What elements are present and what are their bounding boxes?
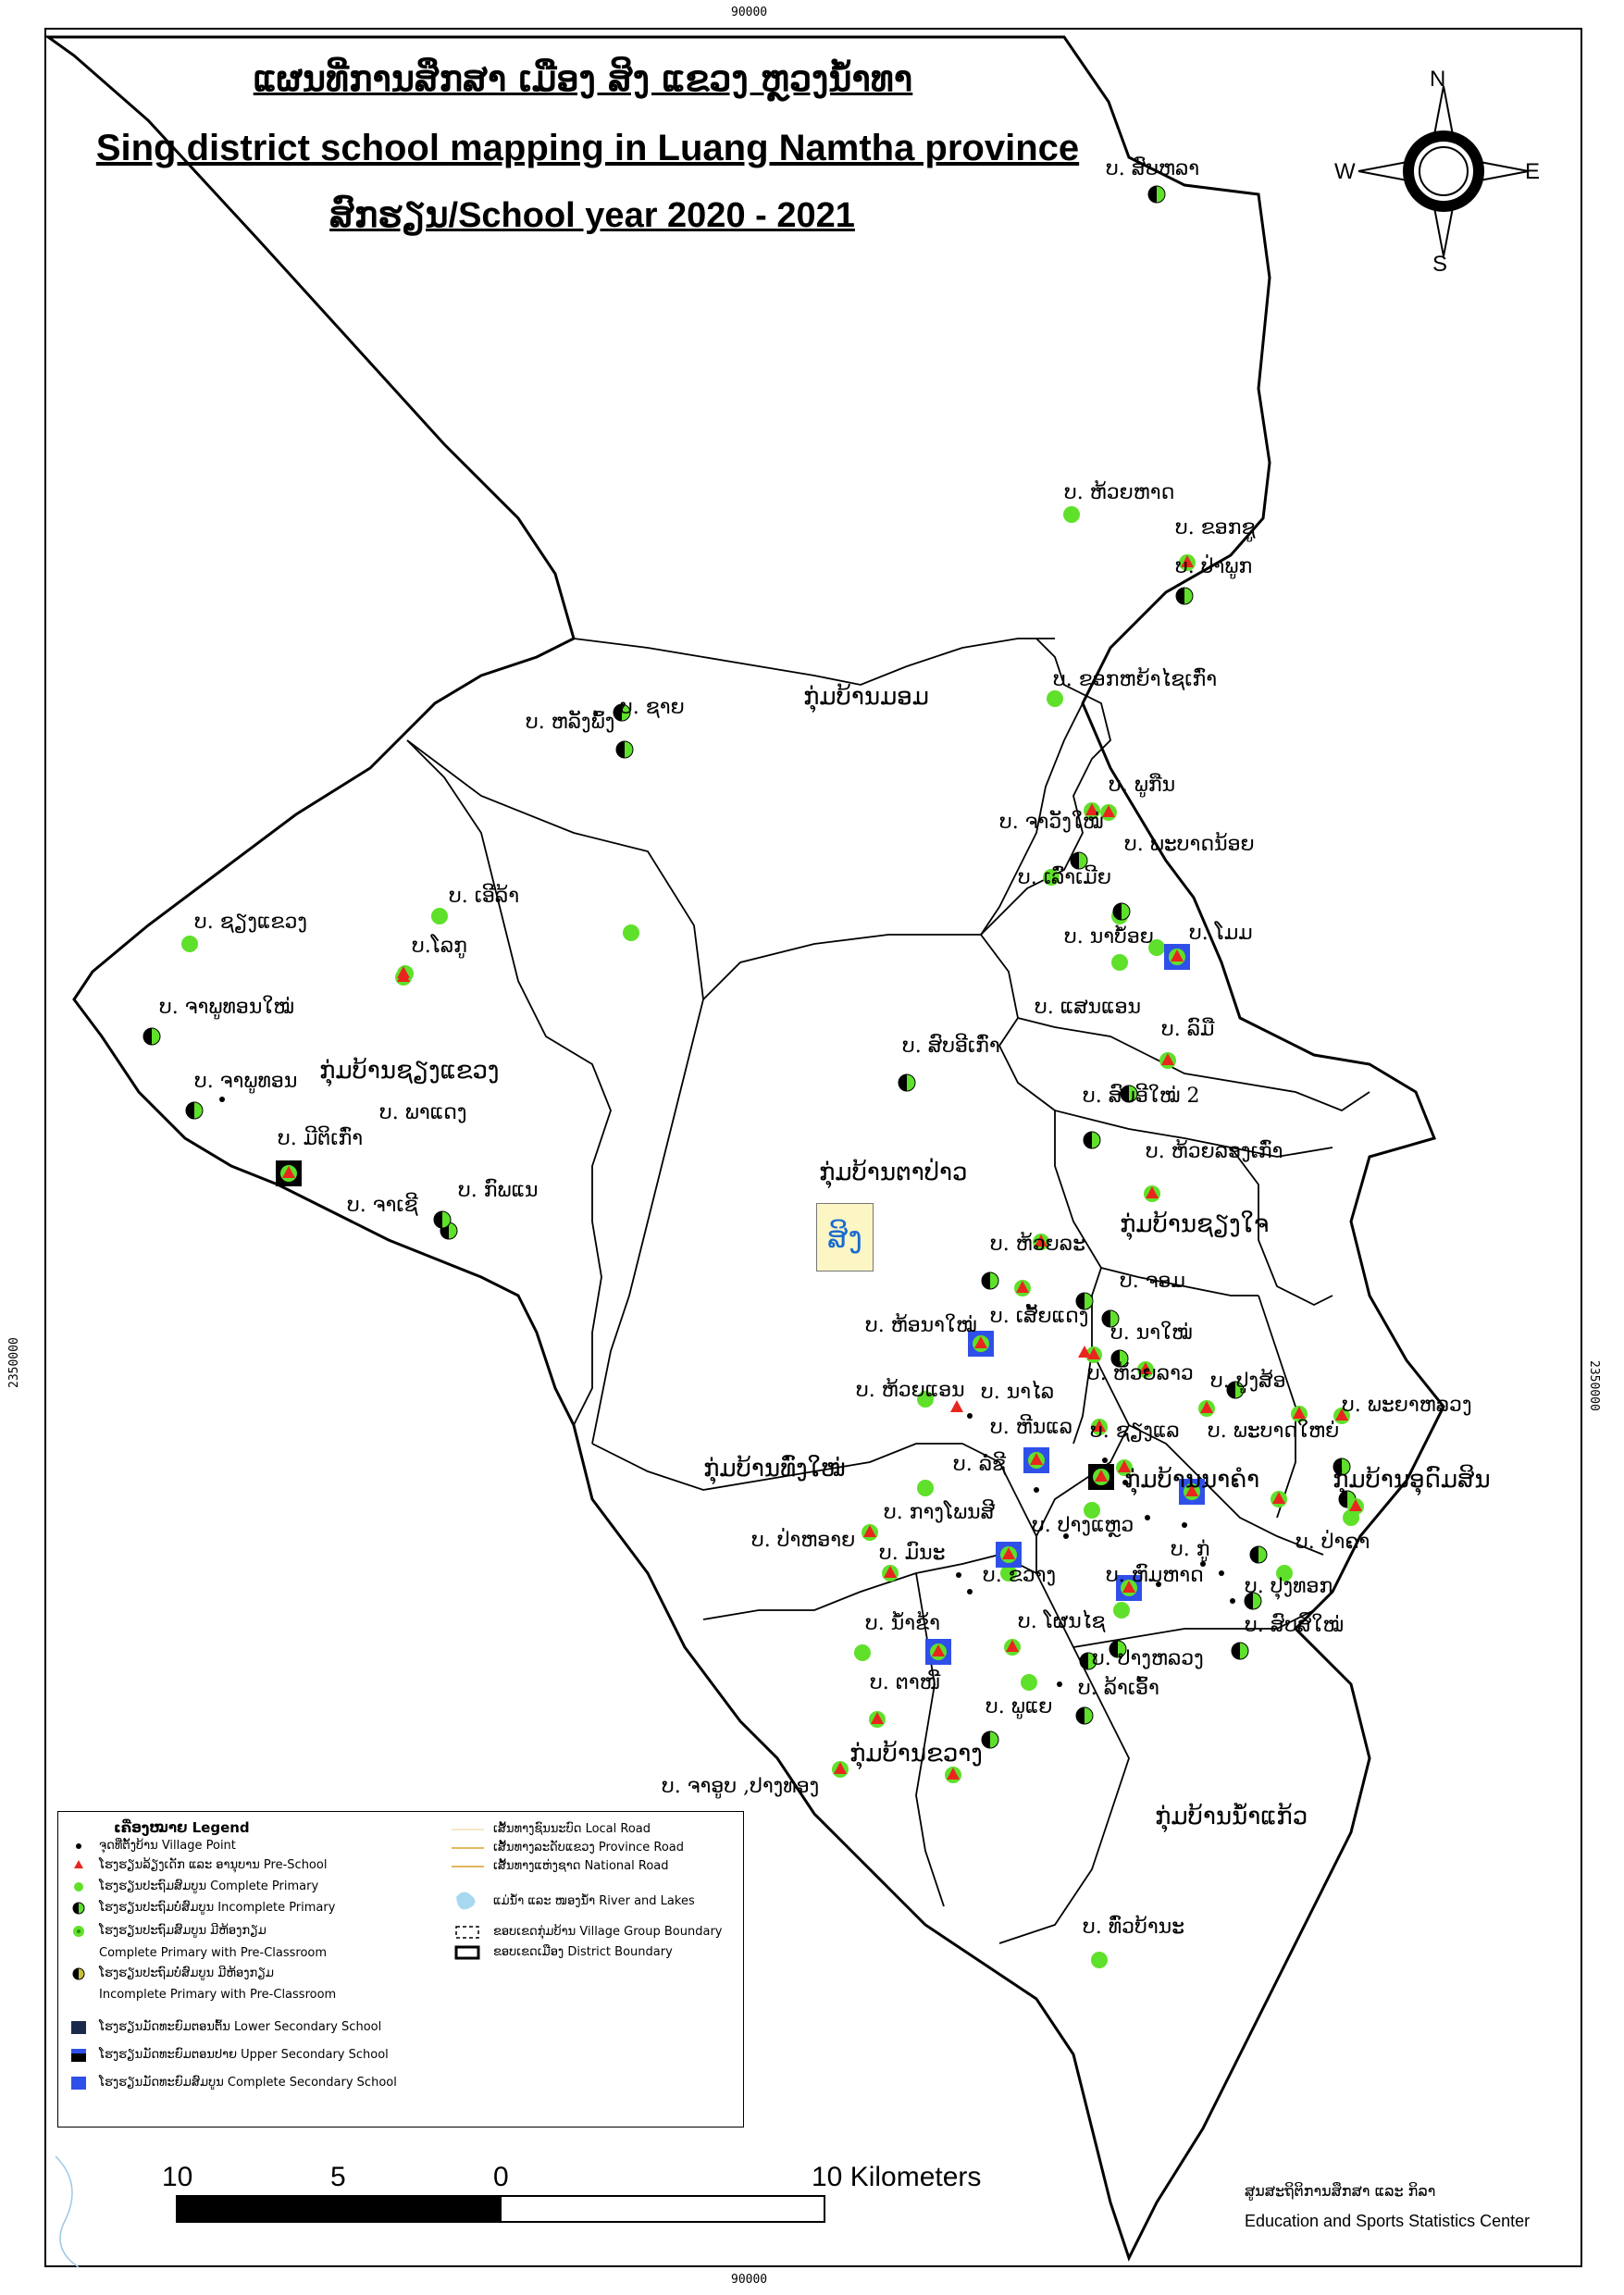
village-point-marker [1034, 1487, 1039, 1493]
village-label: ບ. ສົບສິໃໝ່ [1245, 1614, 1345, 1637]
legend-complete-secondary: ໂຮງຮຽນມັດທະຍົມສົມບູນ Complete Secondary School [99, 2076, 397, 2090]
village-label: ບ. ຊຽງແຂວງ [194, 911, 307, 934]
village-label: ບ. ຕາໜີ [870, 1671, 941, 1694]
village-label: ບ. ປູງສ້ອ [1210, 1370, 1286, 1393]
village-label: ບ. ໂມມ [1189, 922, 1253, 945]
village-label: ບ. ຫ້ວຍລອງເກົ່າ [1146, 1140, 1283, 1163]
right-coordinate: 2350000 [1587, 1360, 1601, 1411]
village-label: ບ. ຈາອູບ ,ປາງທອງ [662, 1775, 820, 1798]
village-label: ບ. ນ້ຳຂ້າ [865, 1612, 940, 1635]
village-label: ບ. ຈາພູທອນ [194, 1070, 298, 1093]
village-label: ບ. ນາໃໝ່ [1110, 1321, 1193, 1345]
village-label: ບ. ພະຍາຫລວງ [1342, 1394, 1472, 1417]
scale-label-10km: 10 Kilometers [812, 2162, 982, 2192]
complete-primary-marker [1047, 690, 1063, 707]
scale-label-0: 0 [493, 2162, 509, 2192]
group-boundary [1258, 1296, 1295, 1518]
district-name-box: ສິງ [816, 1203, 874, 1272]
complete-primary-marker [1113, 1602, 1130, 1619]
village-label: ບ. ຫ້ວຍແອນ [856, 1379, 965, 1402]
compass-north: N [1430, 67, 1446, 92]
village-label: ບ. ພະບາດນ້ອຍ [1124, 833, 1255, 856]
village-label: ບ. ໂຜນໄຊ [1018, 1610, 1106, 1633]
map-title-english: Sing district school mapping in Luang Namtha province [95, 128, 1080, 168]
village-label: ບ. ກາງໂພນສີ [884, 1501, 996, 1524]
village-label: ບ. ປ່າພູກ [1175, 555, 1253, 578]
village-label: ບ. ຈອມ [1120, 1270, 1185, 1293]
village-point-marker [1219, 1570, 1224, 1576]
village-label: ບ. ປ່າຄາ [1295, 1531, 1370, 1554]
legend-village-point: ຈຸດທີ່ຕັ້ງບ້ານ Village Point [99, 1839, 236, 1853]
village-label: ບ. ຂວາງ [983, 1564, 1057, 1587]
legend-incomplete-primary: ໂຮງຮຽນປະຖົມບໍ່ສົມບູນ Incomplete Primary [99, 1901, 336, 1915]
complete-primary-marker [1111, 954, 1128, 971]
village-label: ບ. ຈາເຊີ [347, 1194, 418, 1217]
village-label: ບ. ຫ້ວຍລາວ [1087, 1362, 1194, 1385]
village-label: ບ. ເອີລ້າ [449, 885, 520, 908]
village-label: ບ. ຫ້ວຍລະ [990, 1233, 1085, 1256]
incomplete-primary-marker [1250, 1546, 1258, 1563]
village-label: ບ. ສົບຫລາ [1106, 157, 1200, 180]
village-point-marker [1230, 1598, 1235, 1604]
group-boundary [407, 740, 703, 1444]
legend-district-boundary: ຂອບເຂດເມືອງ District Boundary [493, 1945, 673, 1959]
village-label: ບ. ສົບອີເກົ່າ [902, 1035, 1000, 1058]
village-label: ບ. ພູແຍ [986, 1695, 1053, 1718]
legend-complete-primary-preclass-lao: ໂຮງຮຽນປະຖົມສົມບູນ ມີຫ້ອງກຽມ [99, 1924, 267, 1938]
village-label: ບ. ຫ້ວຍຫາດ [1064, 481, 1175, 504]
legend-complete-primary: ໂຮງຮຽນປະຖົມສົມບູນ Complete Primary [99, 1879, 319, 1893]
village-label: ບ. ເລົ່າເມີຍ [1018, 866, 1111, 889]
incomplete-primary-marker [1102, 1310, 1110, 1327]
scale-label-5: 5 [330, 2162, 346, 2192]
village-label: ບ. ຫົມຫາດ [1106, 1564, 1204, 1587]
legend-complete-primary-preclass: Complete Primary with Pre-Classroom [99, 1946, 328, 1960]
legend-lower-secondary: ໂຮງຮຽນມັດທະຍົມຕອນຕົ້ນ Lower Secondary School [99, 2020, 382, 2034]
village-point-marker [967, 1589, 973, 1594]
village-label: ບ.ໂລກູ [412, 935, 467, 958]
village-point-marker [1182, 1522, 1187, 1528]
village-label: ບ. ພາແດງ [379, 1101, 467, 1124]
incomplete-primary-marker [982, 1731, 990, 1748]
legend-national-road: ເສັ້ນທາງແຫ່ງຊາດ National Road [493, 1859, 669, 1873]
legend-province-road: ເສັ້ນທາງລະດັບແຂວງ Province Road [493, 1841, 684, 1855]
village-label: ບ. ຊຽງແລ [1090, 1420, 1180, 1443]
village-label: ບ. ກູ່ [1171, 1538, 1210, 1561]
scale-label-10: 10 [162, 2162, 193, 2192]
village-label: ບ. ແສນແອນ [1035, 996, 1142, 1019]
legend-village-group-boundary: ຂອບເຂດກຸ່ມບ້ານ Village Group Boundary [493, 1925, 723, 1939]
group-label: ກຸ່ມບ້ານຊຽງແຂວງ [319, 1057, 500, 1085]
legend-incomplete-primary-preclass-lao: ໂຮງຮຽນປະຖົມບໍ່ສົມບູນ ມີຫ້ອງກຽມ [99, 1966, 274, 1980]
complete-primary-marker [1063, 506, 1080, 523]
left-coordinate: 2350000 [7, 1337, 21, 1388]
legend-river-lakes: ແມ່ນ້ຳ ແລະ ໜອງນ້ຳ River and Lakes [493, 1894, 695, 1908]
legend-title: ເຄື່ອງໝາຍ Legend [114, 1819, 250, 1836]
scale-bar [176, 2195, 833, 2227]
village-point-marker [219, 1097, 225, 1102]
village-label: ບ. ຈາວັງໃໝ່ [999, 811, 1104, 834]
credit-lao: ສູນສະຖິຕິການສຶກສາ ແລະ ກິລາ [1245, 2182, 1436, 2200]
compass-south: S [1432, 252, 1448, 277]
complete-primary-marker [917, 1480, 934, 1496]
incomplete-primary-marker [616, 741, 625, 758]
incomplete-primary-marker [143, 1028, 152, 1045]
complete-primary-marker [181, 936, 198, 952]
village-label: ບ. ຫີນແລ [990, 1416, 1072, 1439]
legend-local-road: ເສັ້ນທາງຊົນນະບົດ Local Road [493, 1822, 651, 1836]
complete-primary-marker [1021, 1674, 1037, 1691]
incomplete-primary-marker [899, 1074, 907, 1091]
village-label: ບ. ພະບາດໃຫຍ່ [1208, 1420, 1340, 1443]
village-label: ບ. ນາໄລ [981, 1381, 1055, 1404]
village-label: ບ. ຫ້ອນາໃໝ່ [865, 1314, 977, 1337]
village-label: ບ. ນາບໍ້ອຍ [1064, 925, 1154, 949]
credit-english: Education and Sports Statistics Center [1245, 2212, 1531, 2230]
village-label: ບ. ລໍ່ຊີ [953, 1453, 1007, 1476]
incomplete-primary-marker [982, 1272, 990, 1289]
incomplete-primary-marker [1176, 588, 1184, 604]
village-label: ບ. ມົນະ [879, 1542, 946, 1565]
group-label: ກຸ່ມບ້ານຂວາງ [849, 1740, 983, 1768]
incomplete-primary-marker [1080, 1653, 1088, 1669]
complete-primary-marker [623, 924, 639, 941]
village-label: ບ. ຈາພູທອນໃໝ່ [159, 996, 295, 1019]
legend [57, 1811, 744, 2128]
group-boundary [574, 639, 1055, 685]
village-label: ບ. ຊາຍ [620, 696, 685, 719]
incomplete-primary-marker [1084, 1132, 1092, 1148]
group-label: ກຸ່ມບ້ານຊຽງໃຈ [1120, 1210, 1270, 1238]
legend-preschool: ໂຮງຮຽນລ້ຽງເດັກ ແລະ ອານຸບານ Pre-School [99, 1858, 328, 1872]
top-coordinate: 90000 [731, 6, 768, 19]
group-label: ກຸ່ມບ້ານຕາປ່າວ [819, 1159, 968, 1186]
village-label: ບ. ມີຕິເກົ່າ [278, 1127, 364, 1150]
group-label: ກຸ່ມບ້ານທົ່ງໃໝ່ [703, 1455, 846, 1482]
village-label: ບ. ລົມື [1161, 1018, 1215, 1041]
village-point-marker [967, 1413, 973, 1419]
school-year: ສົກຮຽນ/School year 2020 - 2021 [329, 196, 855, 235]
bottom-coordinate: 90000 [731, 2273, 768, 2287]
complete-primary-marker [431, 908, 448, 924]
compass-rose [1358, 86, 1529, 256]
village-label: ບ. ເສັ້ຍແດງ [990, 1305, 1089, 1328]
village-label: ບ. ປຸງທອກ [1245, 1575, 1333, 1598]
compass-west: W [1334, 159, 1356, 184]
village-label: ບ. ລ້າເອົ້າ [1078, 1677, 1159, 1700]
village-label: ບ. ຂອກຫຍ້າໄຊເກົ່າ [1053, 668, 1218, 691]
village-point-marker [1057, 1681, 1062, 1687]
group-label: ກຸ່ມບ້ານນ້ຳແກ້ວ [1155, 1803, 1308, 1830]
complete-primary-marker [1091, 1952, 1108, 1968]
village-point-marker [1145, 1515, 1150, 1520]
village-point-marker [1102, 1458, 1108, 1463]
incomplete-primary-marker [1232, 1643, 1240, 1659]
map-title-lao: ແຜນທີ່ການສຶກສາ ເມືອງ ສິງ ແຂວງ ຫຼວງນ້ຳທາ [253, 57, 913, 99]
incomplete-primary-marker [1148, 186, 1157, 203]
village-label: ບ. ປາງຫລວງ [1092, 1647, 1204, 1670]
incomplete-primary-marker [1076, 1707, 1085, 1724]
village-label: ບ. ປ່າຫອາຍ [751, 1529, 856, 1552]
village-label: ບ. ສົບອີໃໝ່ 2 [1083, 1085, 1200, 1108]
legend-incomplete-primary-preclass: Incomplete Primary with Pre-Classroom [99, 1988, 337, 2002]
compass-east: E [1525, 159, 1541, 184]
group-label: ກຸ່ມບ້ານນາຄຳ [1124, 1466, 1260, 1494]
village-label: ບ. ຂອກຊູ [1175, 516, 1256, 540]
village-label: ບ. ທົ່ວບ້ານະ [1083, 1916, 1185, 1939]
incomplete-primary-marker [186, 1102, 194, 1119]
village-point-marker [956, 1572, 961, 1578]
village-label: ບ. ຫລັງພົ້ງ [526, 711, 615, 734]
group-label: ກຸ່ມບ້ານມອມ [803, 683, 930, 711]
village-label: ບ. ກົພແນ [458, 1179, 539, 1202]
complete-primary-marker [854, 1644, 871, 1661]
river [56, 2156, 79, 2267]
incomplete-primary-marker [434, 1211, 442, 1228]
group-label: ກຸ່ມບ້ານອຸດົມສິນ [1333, 1466, 1491, 1494]
village-label: ບ. ພູກືນ [1109, 774, 1176, 797]
village-label: ບ. ປາງແຫຼວ [1032, 1514, 1134, 1537]
legend-upper-secondary: ໂຮງຮຽນມັດທະຍົມຕອນປາຍ Upper Secondary School [99, 2048, 389, 2062]
